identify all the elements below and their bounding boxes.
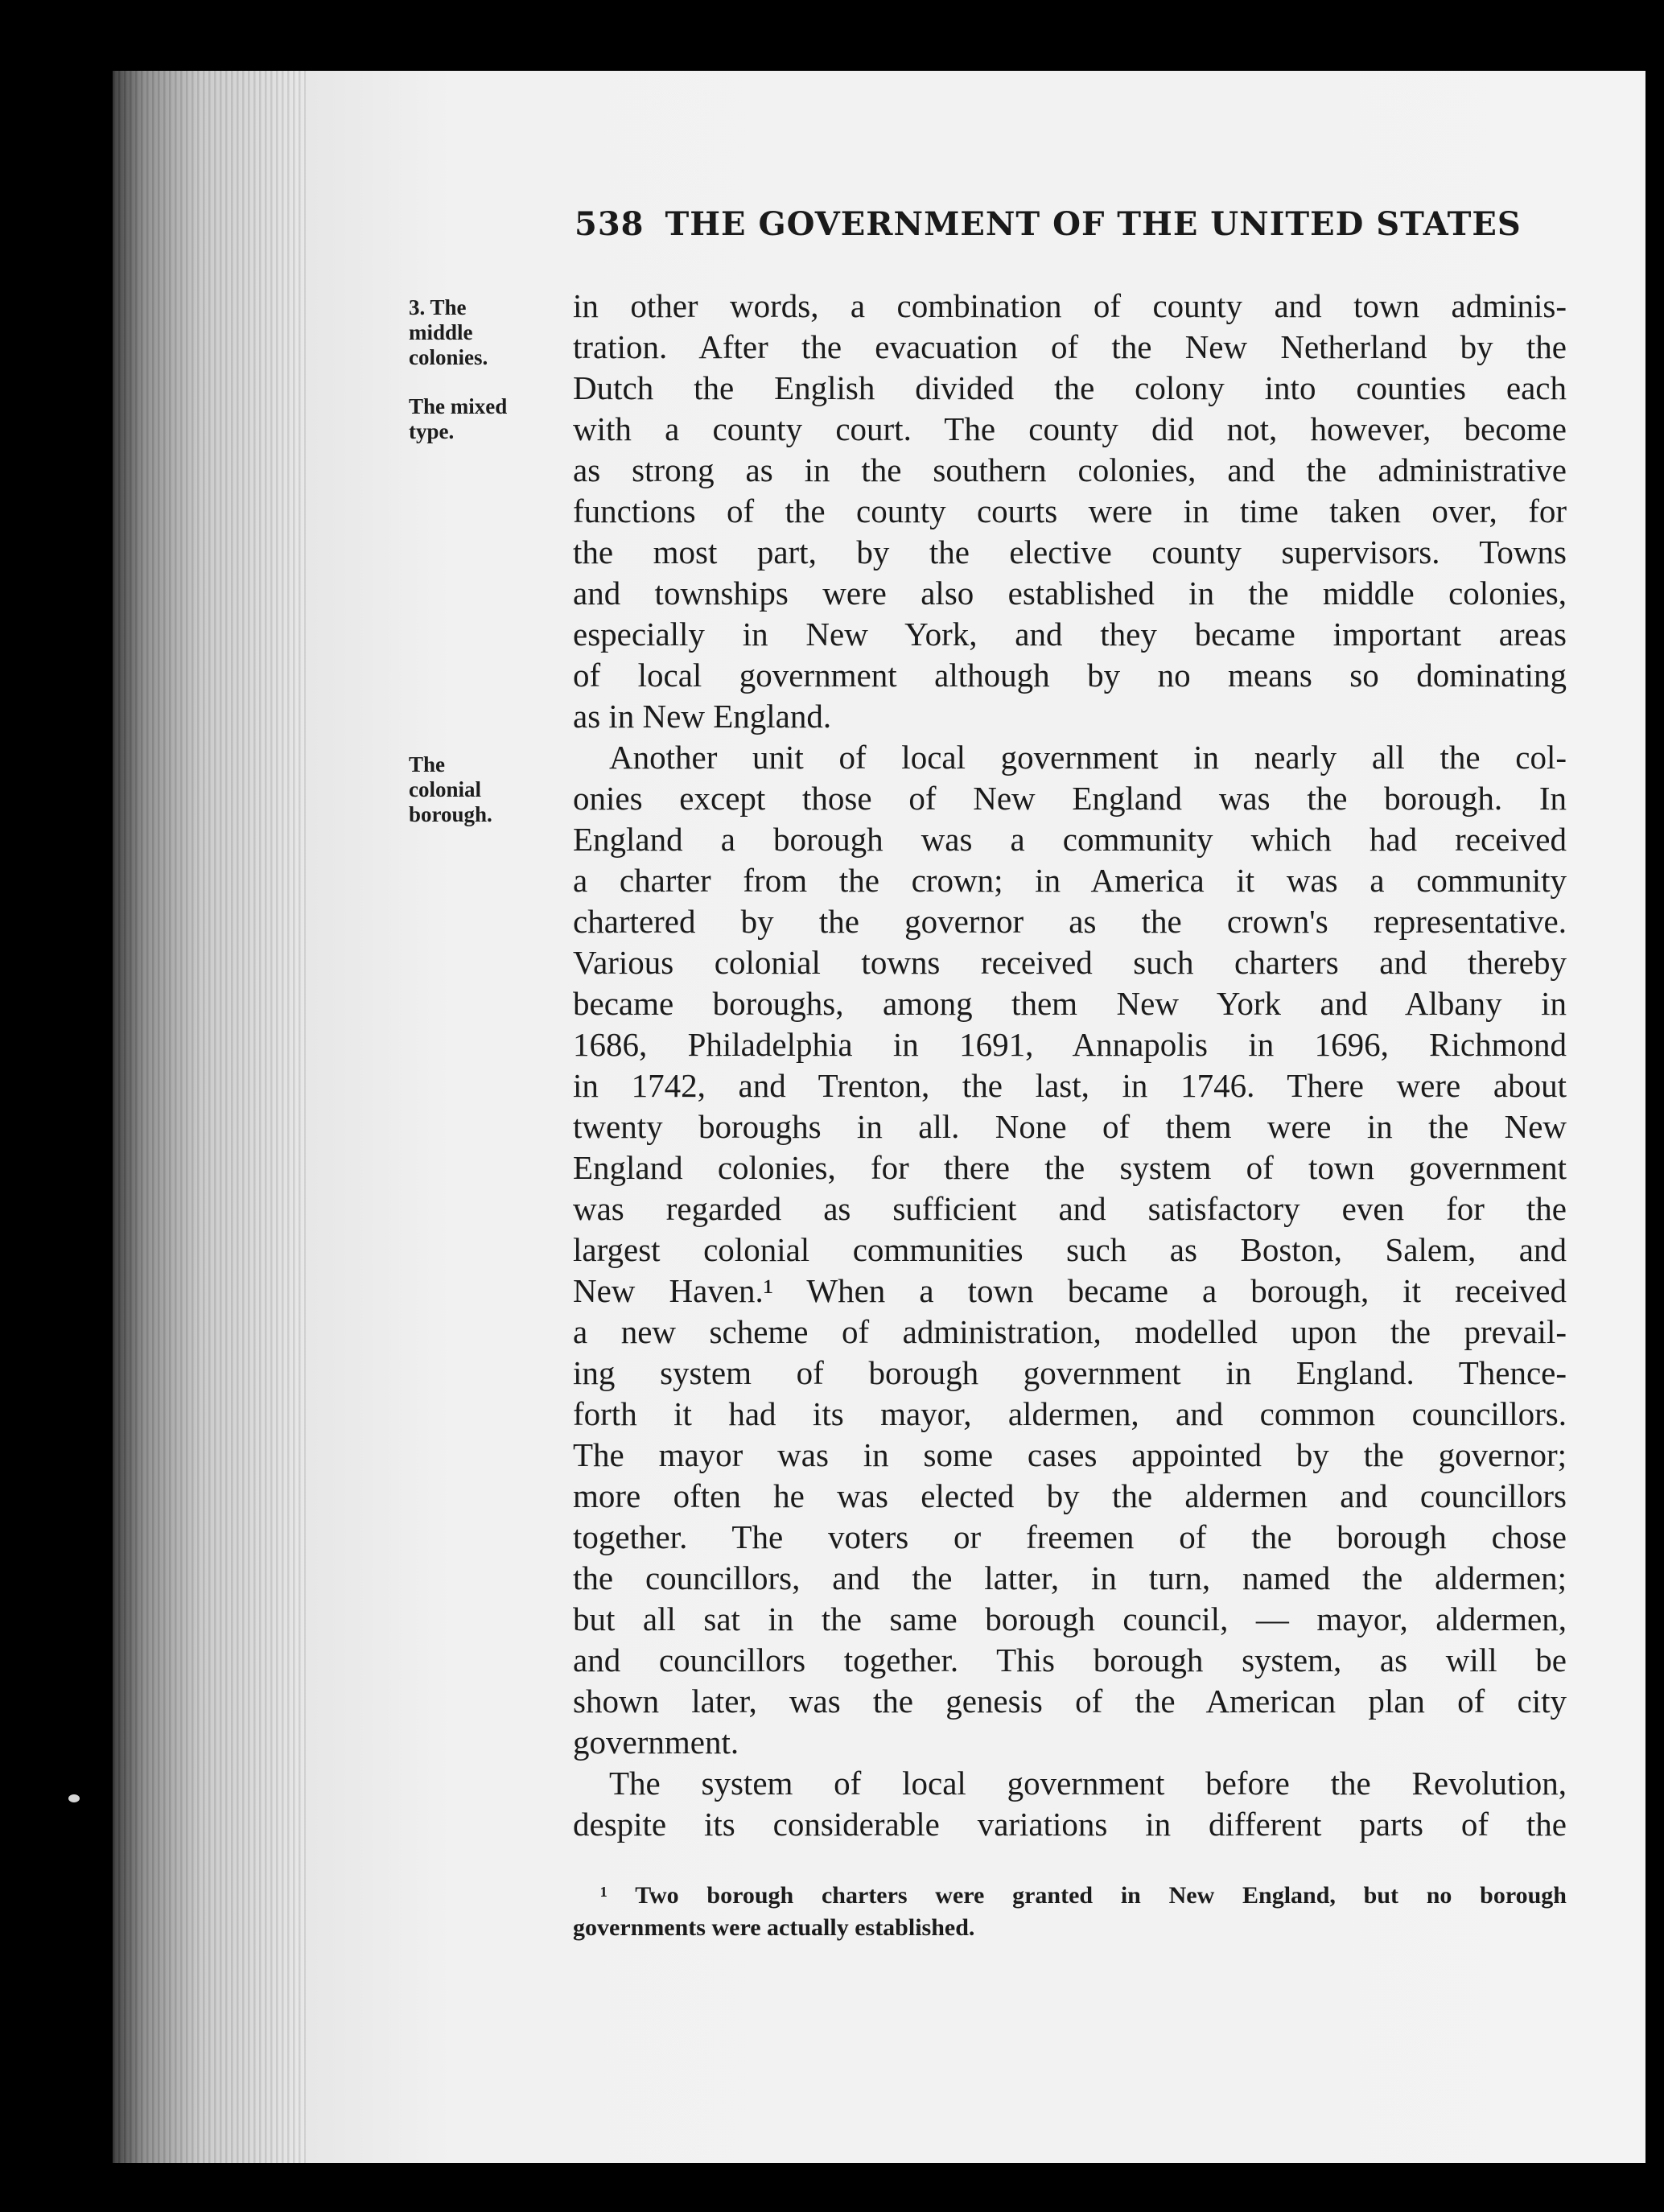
margin-note-line: colonial bbox=[409, 777, 482, 801]
paragraph-3 bbox=[573, 1763, 1567, 1845]
text-line: tration. After the evacuation of the New Netherland by the bbox=[573, 328, 1567, 365]
text-line: The system of local government before the Revolution, bbox=[609, 1765, 1567, 1802]
text-line: as strong as in the southern colonies, and the administrative bbox=[573, 451, 1567, 488]
text-line: despite its considerable variations in different parts of the bbox=[573, 1806, 1567, 1843]
text-line: twenty boroughs in all. None of them were in the New bbox=[573, 1108, 1567, 1145]
margin-note-line: borough. bbox=[409, 802, 492, 826]
text-line: England colonies, for there the system of town government bbox=[573, 1149, 1567, 1186]
text-line: more often he was elected by the aldermen and councillors bbox=[573, 1477, 1567, 1514]
text-line: together. The voters or freemen of the borough chose bbox=[573, 1518, 1567, 1555]
text-line: forth it had its mayor, aldermen, and common councillors. bbox=[573, 1395, 1567, 1432]
footnote bbox=[573, 1880, 1567, 1944]
scan-border bbox=[1648, 0, 1664, 2212]
text-line: New Haven.¹ When a town became a borough, it received bbox=[573, 1272, 1567, 1309]
paragraph-1 bbox=[573, 286, 1567, 737]
text-line: and townships were also established in the middle colonies, bbox=[573, 575, 1567, 612]
text-line: especially in New York, and they became important areas bbox=[573, 616, 1567, 653]
margin-note-line: type. bbox=[409, 419, 455, 443]
text-line: but all sat in the same borough council, — mayor, aldermen, bbox=[573, 1600, 1567, 1637]
text-line: in 1742, and Trenton, the last, in 1746. There were about bbox=[573, 1067, 1567, 1104]
text-line: shown later, was the genesis of the American plan of city bbox=[573, 1683, 1567, 1720]
scan-speck bbox=[68, 1794, 80, 1802]
margin-note-line: colonies. bbox=[409, 345, 488, 369]
margin-note-colonial-borough bbox=[409, 752, 562, 827]
text-line: as in New England. bbox=[573, 698, 832, 735]
margin-note-middle-colonies bbox=[409, 295, 562, 370]
text-line: of local government although by no means so dominating bbox=[573, 657, 1567, 694]
text-line: 1686, Philadelphia in 1691, Annapolis in 1696, Richmond bbox=[573, 1026, 1567, 1063]
margin-note-mixed-type bbox=[409, 394, 562, 444]
running-header bbox=[575, 205, 1572, 243]
footnote-line: ¹ Two borough charters were granted in New England, but no borough bbox=[600, 1882, 1567, 1909]
margin-note-line: The mixed bbox=[409, 394, 508, 418]
paragraph-2 bbox=[573, 737, 1567, 1763]
text-line: onies except those of New England was the borough. In bbox=[573, 780, 1567, 817]
text-line: the most part, by the elective county supervisors. Towns bbox=[573, 533, 1567, 571]
text-line: largest colonial communities such as Boston, Salem, and bbox=[573, 1231, 1567, 1268]
footnote-line: governments were actually established. bbox=[573, 1914, 975, 1941]
text-line: government. bbox=[573, 1724, 739, 1761]
page-number: 538 bbox=[575, 205, 645, 243]
text-line: with a county court. The county did not, however, become bbox=[573, 410, 1567, 447]
margin-note-line: middle bbox=[409, 320, 473, 344]
text-line: The mayor was in some cases appointed by the governor; bbox=[573, 1436, 1567, 1473]
text-line: functions of the county courts were in time taken over, for bbox=[573, 492, 1567, 529]
running-title: THE GOVERNMENT OF THE UNITED STATES bbox=[665, 205, 1522, 243]
text-line: England a borough was a community which had received bbox=[573, 821, 1567, 858]
text-line: the councillors, and the latter, in turn, named the aldermen; bbox=[573, 1559, 1567, 1596]
text-line: ing system of borough government in England. Thence- bbox=[573, 1354, 1567, 1391]
text-line: and councillors together. This borough system, as will be bbox=[573, 1641, 1567, 1679]
margin-note-line: The bbox=[409, 752, 446, 776]
text-line: in other words, a combination of county and town adminis- bbox=[573, 287, 1567, 324]
text-line: chartered by the governor as the crown's representative. bbox=[573, 903, 1567, 940]
text-line: Dutch the English divided the colony into counties each bbox=[573, 369, 1567, 406]
text-line: a charter from the crown; in America it was a community bbox=[573, 862, 1567, 899]
page-edges bbox=[113, 71, 306, 2163]
text-line: was regarded as sufficient and satisfactory even for the bbox=[573, 1190, 1567, 1227]
text-line: Another unit of local government in nearly all the col- bbox=[609, 739, 1567, 776]
text-line: Various colonial towns received such charters and thereby bbox=[573, 944, 1567, 981]
text-line: became boroughs, among them New York and Albany in bbox=[573, 985, 1567, 1022]
text-line: a new scheme of administration, modelled upon the prevail- bbox=[573, 1313, 1567, 1350]
margin-note-line: 3. The bbox=[409, 295, 467, 319]
